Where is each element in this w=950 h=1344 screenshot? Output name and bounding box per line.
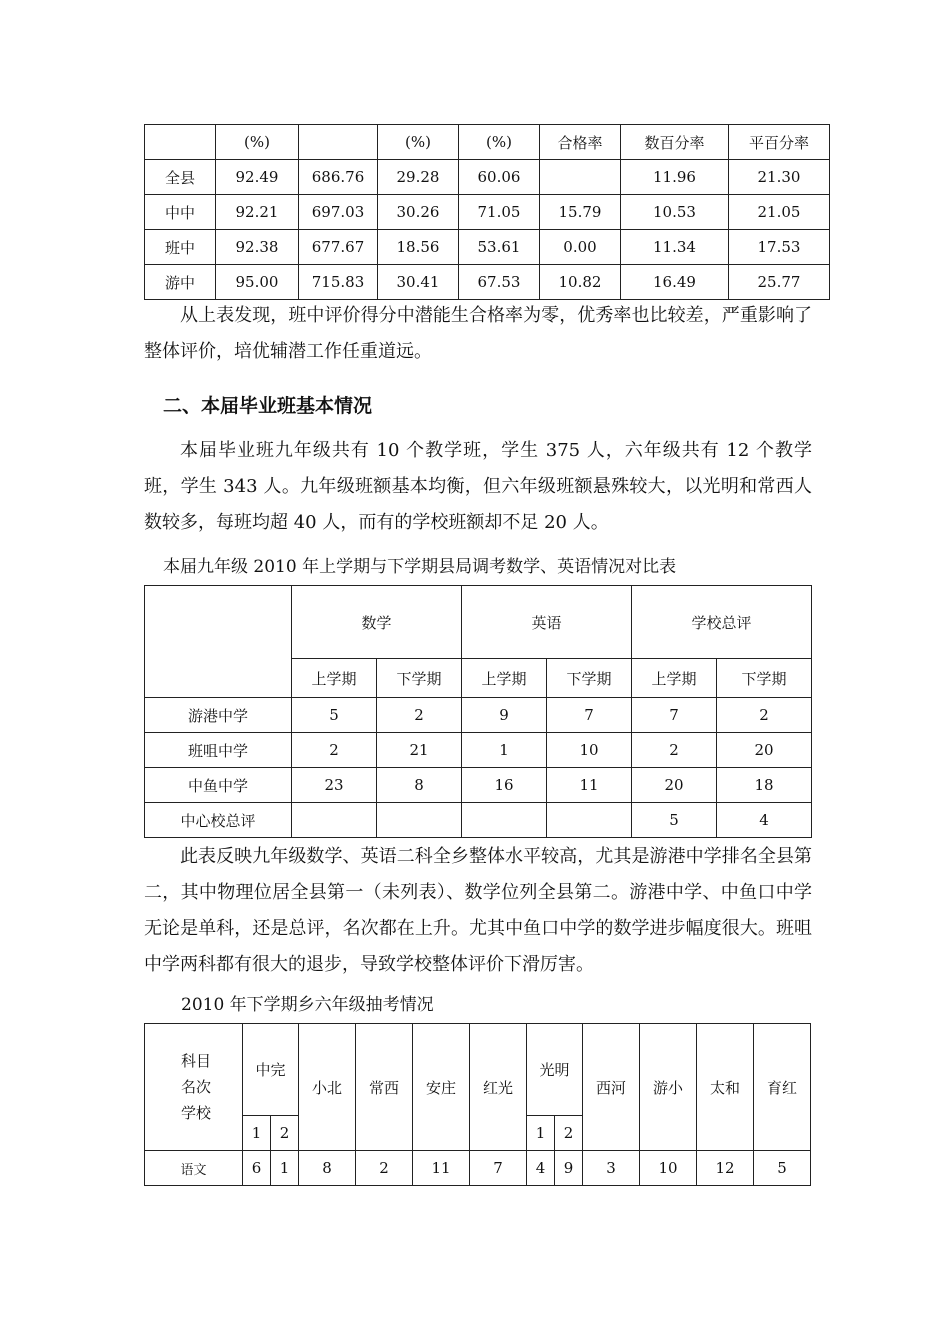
table-cell: 12	[697, 1151, 754, 1186]
table-cell: 21	[377, 733, 462, 768]
table-row	[145, 768, 812, 803]
table-row	[145, 803, 812, 838]
paragraph-graduating-classes: 本届毕业班九年级共有 10 个教学班，学生 375 人，六年级共有 12 个教学班，学生 343 人。九年级班额基本均衡，但六年级班额悬殊较大，以光明和常西人数较多，每班均超 40 人，而有的学校班额却不足 20 人。	[144, 440, 812, 533]
school-header: 小北	[299, 1024, 356, 1151]
table-cell	[462, 803, 547, 838]
school-header: 安庄	[413, 1024, 470, 1151]
sub-header: 1	[243, 1115, 271, 1150]
header-cell: (%)	[378, 125, 459, 160]
group-header-english: 英语	[462, 586, 632, 659]
table-cell: 60.06	[459, 160, 540, 195]
table-cell: 16.49	[621, 265, 729, 300]
corner-label-school: 学校	[181, 1104, 212, 1122]
corner-cell	[145, 586, 292, 698]
term-header: 下学期	[377, 659, 462, 698]
table-cell: 697.03	[299, 195, 378, 230]
school-header: 西河	[583, 1024, 640, 1151]
table-cell: 1	[271, 1151, 299, 1186]
group-header-math: 数学	[292, 586, 462, 659]
table-cell: 17.53	[729, 230, 830, 265]
sub-header: 2	[271, 1115, 299, 1150]
table-cell: 92.21	[216, 195, 299, 230]
header-cell: (%)	[216, 125, 299, 160]
table-cell: 2	[292, 733, 377, 768]
sixth-grade-exam-table	[144, 1023, 811, 1186]
table-cell: 21.30	[729, 160, 830, 195]
table-cell: 1	[462, 733, 547, 768]
school-header: 中完	[243, 1024, 299, 1116]
table-cell: 21.05	[729, 195, 830, 230]
table-row	[145, 1151, 811, 1186]
table-cell: 全县	[145, 160, 216, 195]
table-cell	[547, 803, 632, 838]
corner-label-rank: 名次	[181, 1078, 212, 1096]
table-cell: 686.76	[299, 160, 378, 195]
table-cell: 2	[632, 733, 717, 768]
table-cell: 18	[717, 768, 812, 803]
table-cell: 班咀中学	[145, 733, 292, 768]
table-cell: 7	[470, 1151, 527, 1186]
header-cell: 平百分率	[729, 125, 830, 160]
table-cell: 8	[377, 768, 462, 803]
table-cell: 53.61	[459, 230, 540, 265]
table-cell: 7	[547, 698, 632, 733]
sub-header: 2	[555, 1115, 583, 1150]
header-cell	[299, 125, 378, 160]
table-cell: 2	[377, 698, 462, 733]
table-cell: 30.41	[378, 265, 459, 300]
table-cell: 4	[717, 803, 812, 838]
table-cell: 游中	[145, 265, 216, 300]
table-cell: 10	[640, 1151, 697, 1186]
table-row	[145, 265, 830, 300]
table-cell: 20	[632, 768, 717, 803]
section-heading: 二、本届毕业班基本情况	[163, 395, 373, 417]
table-cell: 18.56	[378, 230, 459, 265]
table2-caption: 本届九年级 2010 年上学期与下学期县局调考数学、英语情况对比表	[163, 557, 677, 577]
table-cell: 11	[413, 1151, 470, 1186]
header-cell: 数百分率	[621, 125, 729, 160]
corner-label-subject: 科目	[181, 1052, 212, 1070]
table-cell: 11.34	[621, 230, 729, 265]
table-cell: 71.05	[459, 195, 540, 230]
table-cell: 95.00	[216, 265, 299, 300]
table-cell: 0.00	[540, 230, 621, 265]
table-cell: 2	[356, 1151, 413, 1186]
table-cell: 8	[299, 1151, 356, 1186]
table-cell: 715.83	[299, 265, 378, 300]
table-cell: 15.79	[540, 195, 621, 230]
school-header: 太和	[697, 1024, 754, 1151]
table-cell: 4	[527, 1151, 555, 1186]
table-cell: 92.49	[216, 160, 299, 195]
header-cell	[145, 125, 216, 160]
table3-caption: 2010 年下学期乡六年级抽考情况	[181, 995, 434, 1015]
table-cell: 16	[462, 768, 547, 803]
table-cell: 班中	[145, 230, 216, 265]
paragraph-table2-analysis: 此表反映九年级数学、英语二科全乡整体水平较高，尤其是游港中学排名全县第二，其中物理位居全县第一（未列表）、数学位列全县第二。游港中学、中鱼口中学无论是单科，还是总评，名次都在上升。尤其中鱼口中学的数学进步幅度很大。班咀中学两科都有很大的退步，导致学校整体评价下滑厉害。	[144, 846, 812, 975]
school-header: 育红	[754, 1024, 811, 1151]
term-header: 上学期	[292, 659, 377, 698]
table-header-row	[145, 586, 812, 659]
table-cell: 67.53	[459, 265, 540, 300]
table-cell: 30.26	[378, 195, 459, 230]
table-row	[145, 733, 812, 768]
table-cell: 10	[547, 733, 632, 768]
table-cell: 5	[754, 1151, 811, 1186]
term-header: 上学期	[462, 659, 547, 698]
group-header-overall: 学校总评	[632, 586, 812, 659]
table-cell: 5	[292, 698, 377, 733]
school-header: 常西	[356, 1024, 413, 1151]
table-cell: 6	[243, 1151, 271, 1186]
table-cell: 中心校总评	[145, 803, 292, 838]
table-cell: 20	[717, 733, 812, 768]
term-header: 下学期	[717, 659, 812, 698]
header-cell: 合格率	[540, 125, 621, 160]
table-cell: 9	[555, 1151, 583, 1186]
table-cell	[377, 803, 462, 838]
table-cell	[292, 803, 377, 838]
table-cell: 92.38	[216, 230, 299, 265]
table-row	[145, 160, 830, 195]
table-cell: 10.53	[621, 195, 729, 230]
table-cell: 中鱼中学	[145, 768, 292, 803]
school-header: 游小	[640, 1024, 697, 1151]
row-label: 语文	[145, 1151, 243, 1186]
table-cell	[540, 160, 621, 195]
table-cell: 11.96	[621, 160, 729, 195]
header-cell: (%)	[459, 125, 540, 160]
score-table	[144, 124, 830, 300]
school-header: 光明	[527, 1024, 583, 1116]
paragraph-table1-analysis: 从上表发现，班中评价得分中潜能生合格率为零，优秀率也比较差，严重影响了整体评价，培优辅潜工作任重道远。	[144, 305, 812, 362]
table-row	[145, 230, 830, 265]
table-cell: 游港中学	[145, 698, 292, 733]
table-header-row	[145, 125, 830, 160]
term-header: 上学期	[632, 659, 717, 698]
school-header: 红光	[470, 1024, 527, 1151]
table-cell: 7	[632, 698, 717, 733]
corner-cell	[145, 1024, 243, 1151]
table-cell: 677.67	[299, 230, 378, 265]
table-header-row	[145, 1024, 811, 1116]
table-cell: 3	[583, 1151, 640, 1186]
ninth-grade-comparison-table	[144, 585, 812, 838]
table-cell: 23	[292, 768, 377, 803]
term-header: 下学期	[547, 659, 632, 698]
table-cell: 11	[547, 768, 632, 803]
table-row	[145, 195, 830, 230]
table-cell: 29.28	[378, 160, 459, 195]
table-row	[145, 698, 812, 733]
table-cell: 9	[462, 698, 547, 733]
table-cell: 25.77	[729, 265, 830, 300]
sub-header: 1	[527, 1115, 555, 1150]
table-cell: 中中	[145, 195, 216, 230]
table-cell: 5	[632, 803, 717, 838]
table-cell: 10.82	[540, 265, 621, 300]
table-cell: 2	[717, 698, 812, 733]
